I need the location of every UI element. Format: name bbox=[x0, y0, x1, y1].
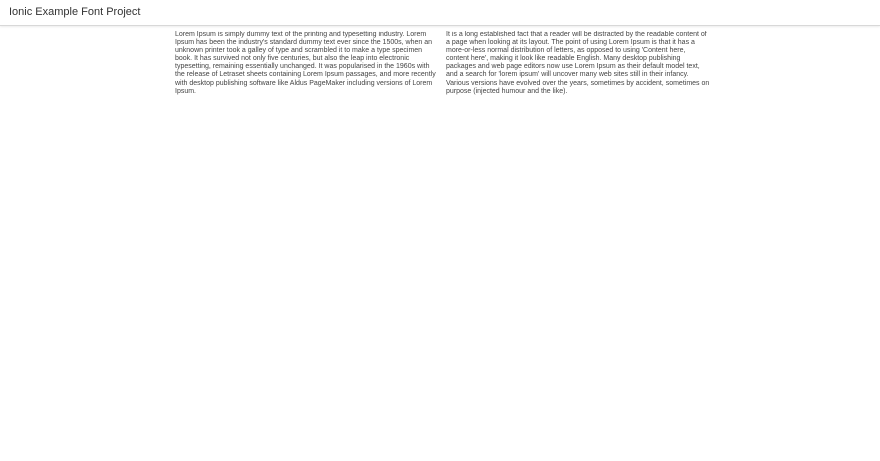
top-toolbar bbox=[0, 0, 880, 26]
paragraph-left: Lorem Ipsum is simply dummy text of the printing and typesetting industry. Lorem Ipsum has been the industry's standard dummy text ever since the 1500s, when an unknown printer took a galley of type and scrambled it to make a type specimen book. It has survived not only five centuries, but also the leap into electronic typesetting, remaining essentially unchanged. It was popularised in the 1960s with the release of Letraset sheets containing Lorem Ipsum passages, and more recently with desktop publishing software like Aldus PageMaker including versions of Lorem Ipsum. bbox=[175, 31, 436, 95]
paragraph-right: It is a long established fact that a reader will be distracted by the readable content of a page when looking at its layout. The point of using Lorem Ipsum is that it has a more-or-less normal distribution of letters, as opposed to using 'Content here, content here', making it look like readable English. Many desktop publishing packages and web page editors now use Lorem Ipsum as their default model text, and a search for 'lorem ipsum' will uncover many web sites still in their infancy. Various versions have evolved over the years, sometimes by accident, sometimes on purpose (injected humour and the like). bbox=[446, 31, 710, 95]
page-title: Ionic Example Font Project bbox=[9, 6, 141, 18]
content-columns bbox=[175, 31, 710, 96]
